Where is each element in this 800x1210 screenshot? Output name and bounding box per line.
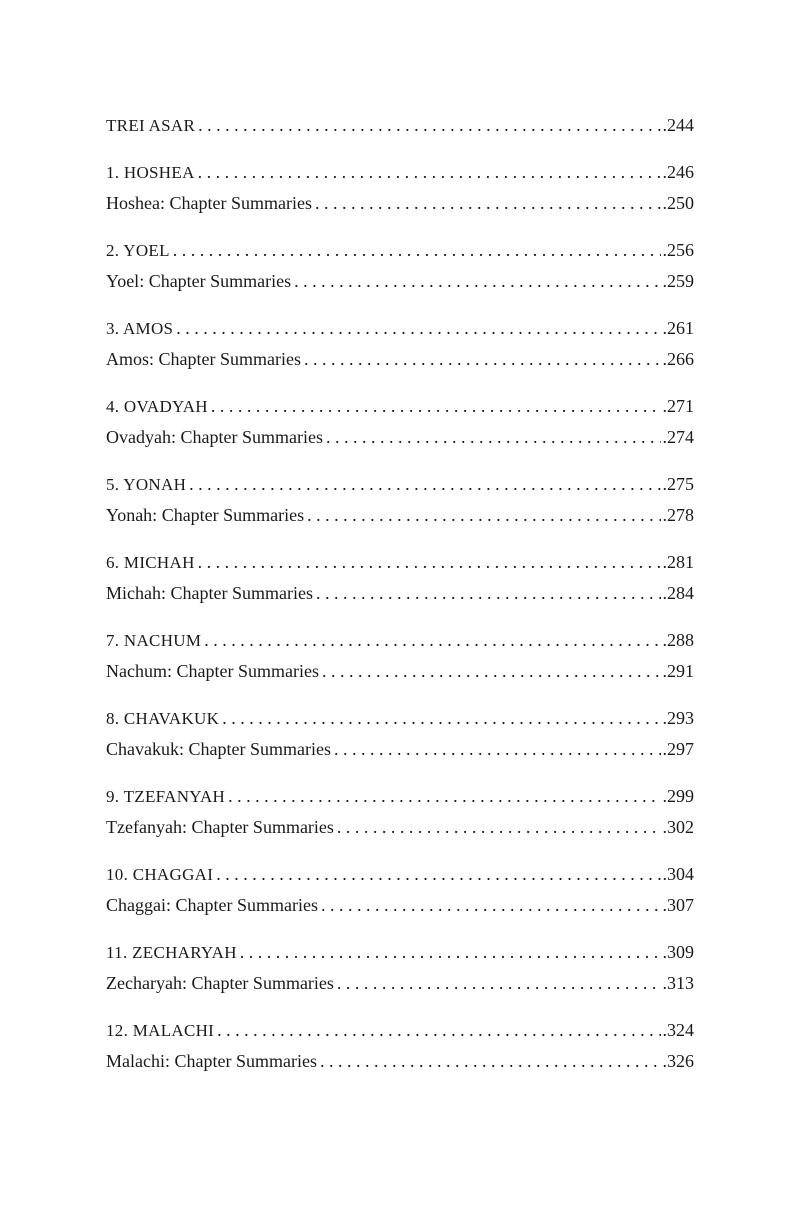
toc-entry-page: .275 (662, 473, 694, 494)
toc-entry-heading[interactable] (106, 547, 694, 579)
toc-group-hoshea (106, 157, 694, 220)
dot-leader (323, 422, 661, 454)
toc-entry-heading[interactable] (106, 391, 694, 423)
toc-entry-label: 1. HOSHEA (106, 162, 195, 182)
dot-leader (208, 391, 661, 423)
toc-entry-label: Malachi: Chapter Summaries (106, 1051, 317, 1071)
toc-entry-heading[interactable] (106, 469, 694, 501)
toc-entry-page: .246 (662, 161, 694, 182)
toc-entry-heading[interactable] (106, 1015, 694, 1047)
toc-entry-page: .293 (662, 707, 694, 728)
toc-group-michah (106, 547, 694, 610)
toc-entry-summary[interactable] (106, 578, 694, 610)
toc-entry-label: Chaggai: Chapter Summaries (106, 895, 318, 915)
toc-entry-label: 11. ZECHARYAH (106, 942, 237, 962)
toc-entry-label: 7. NACHUM (106, 630, 202, 650)
toc-entry-page: .302 (662, 817, 694, 837)
toc-group-amos (106, 313, 694, 376)
toc-entry-summary[interactable] (106, 656, 694, 688)
toc-entry-summary[interactable] (106, 500, 694, 532)
toc-entry-summary[interactable] (106, 968, 694, 1000)
toc-entry-page: .291 (662, 661, 694, 681)
toc-entry-page: .261 (662, 317, 694, 338)
toc-entry-label: 6. MICHAH (106, 552, 195, 572)
toc-entry-label: 2. YOEL (106, 240, 170, 260)
toc-entry-heading[interactable] (106, 157, 694, 189)
toc-entry-page: .313 (662, 973, 694, 993)
dot-leader (219, 703, 660, 735)
dot-leader (312, 188, 661, 220)
toc-entry-page: .259 (662, 271, 694, 291)
toc-entry-summary[interactable] (106, 344, 694, 376)
toc-group-malachi (106, 1015, 694, 1078)
toc-entry-trei-asar[interactable] (106, 110, 694, 142)
dot-leader (201, 625, 660, 657)
table-of-contents (106, 110, 694, 1093)
toc-entry-page: .281 (662, 551, 694, 572)
toc-entry-label: 9. TZEFANYAH (106, 786, 226, 806)
dot-leader (225, 781, 660, 813)
toc-entry-heading[interactable] (106, 937, 694, 969)
toc-entry-page: .324 (662, 1019, 694, 1040)
toc-entry-label: 12. MALACHI (106, 1020, 215, 1040)
toc-entry-page: .274 (662, 427, 694, 447)
toc-entry-label: 3. AMOS (106, 318, 174, 338)
toc-entry-label: 10. CHAGGAI (106, 864, 214, 884)
toc-group-yoel (106, 235, 694, 298)
dot-leader (195, 157, 661, 189)
toc-entry-page: .266 (662, 349, 694, 369)
dot-leader (319, 656, 661, 688)
toc-entry-heading[interactable] (106, 235, 694, 267)
dot-leader (318, 890, 661, 922)
toc-entry-page: .250 (662, 193, 694, 213)
toc-entry-page: .309 (662, 941, 694, 962)
dot-leader (195, 547, 661, 579)
toc-entry-label: 8. CHAVAKUK (106, 708, 220, 728)
toc-group-nachum (106, 625, 694, 688)
toc-entry-heading[interactable] (106, 859, 694, 891)
dot-leader (195, 110, 660, 142)
toc-entry-heading[interactable] (106, 781, 694, 813)
toc-entry-label: TREI ASAR (106, 116, 196, 135)
dot-leader (214, 1015, 660, 1047)
dot-leader (213, 859, 660, 891)
toc-entry-page: .284 (662, 583, 694, 603)
toc-entry-label: Michah: Chapter Summaries (106, 583, 313, 603)
toc-entry-summary[interactable] (106, 188, 694, 220)
toc-entry-page: .326 (662, 1051, 694, 1071)
toc-entry-label: 4. OVADYAH (106, 396, 208, 416)
dot-leader (170, 235, 661, 267)
dot-leader (334, 968, 661, 1000)
toc-entry-label: Chavakuk: Chapter Summaries (106, 739, 331, 759)
toc-entry-label: Ovadyah: Chapter Summaries (106, 427, 323, 447)
toc-entry-page: .307 (662, 895, 694, 915)
dot-leader (304, 500, 660, 532)
toc-group-ovadyah (106, 391, 694, 454)
toc-entry-page: .304 (662, 863, 694, 884)
toc-entry-page: .299 (662, 785, 694, 806)
toc-entry-page: .271 (662, 395, 694, 416)
toc-entry-summary[interactable] (106, 422, 694, 454)
toc-group-tzefanyah (106, 781, 694, 844)
toc-entry-page: .288 (662, 629, 694, 650)
dot-leader (291, 266, 660, 298)
dot-leader (331, 734, 661, 766)
dot-leader (317, 1046, 661, 1078)
toc-entry-heading[interactable] (106, 313, 694, 345)
dot-leader (186, 469, 660, 501)
toc-entry-label: Yoel: Chapter Summaries (106, 271, 292, 291)
toc-entry-label: Nachum: Chapter Summaries (106, 661, 319, 681)
toc-entry-label: Zecharyah: Chapter Summaries (106, 973, 334, 993)
toc-group-chavakuk (106, 703, 694, 766)
toc-entry-heading[interactable] (106, 625, 694, 657)
toc-entry-summary[interactable] (106, 1046, 694, 1078)
toc-entry-page: .297 (662, 739, 694, 759)
toc-entry-summary[interactable] (106, 812, 694, 844)
dot-leader (237, 937, 661, 969)
dot-leader (313, 578, 661, 610)
dot-leader (301, 344, 661, 376)
toc-entry-page: .244 (662, 115, 694, 135)
toc-entry-label: Amos: Chapter Summaries (106, 349, 301, 369)
toc-group-zecharyah (106, 937, 694, 1000)
toc-entry-label: Hoshea: Chapter Summaries (106, 193, 312, 213)
toc-entry-label: Yonah: Chapter Summaries (106, 505, 305, 525)
toc-entry-heading[interactable] (106, 703, 694, 735)
toc-group-trei-asar (106, 110, 694, 142)
toc-entry-summary[interactable] (106, 890, 694, 922)
toc-group-chaggai (106, 859, 694, 922)
dot-leader (173, 313, 660, 345)
toc-entry-label: 5. YONAH (106, 474, 187, 494)
dot-leader (334, 812, 661, 844)
toc-entry-label: Tzefanyah: Chapter Summaries (106, 817, 334, 837)
toc-entry-summary[interactable] (106, 266, 694, 298)
toc-group-yonah (106, 469, 694, 532)
toc-entry-page: .256 (662, 239, 694, 260)
toc-entry-page: .278 (662, 505, 694, 525)
toc-entry-summary[interactable] (106, 734, 694, 766)
